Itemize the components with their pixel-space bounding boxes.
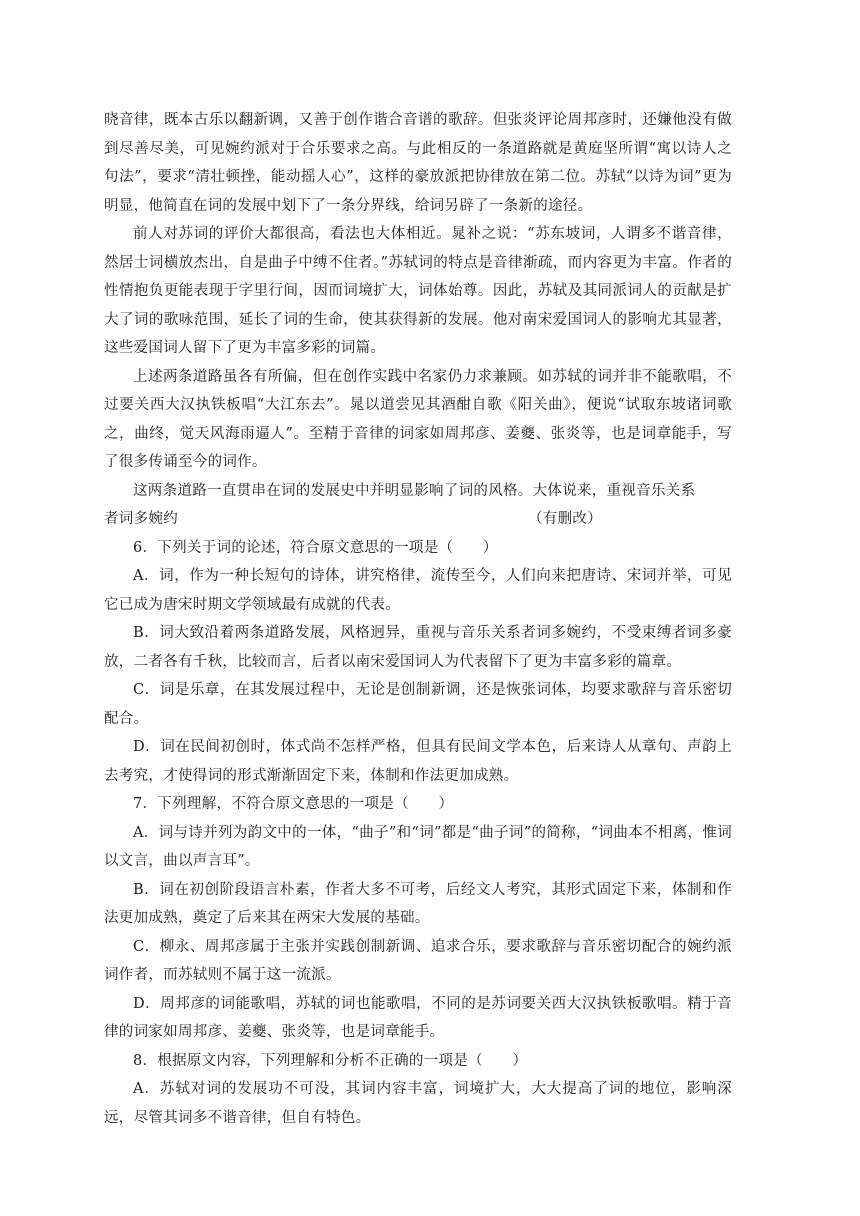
- question-7-option-a: A．词与诗并列为韵文中的一体，“曲子”和“词”都是“曲子词”的简称，“词曲本不相离，惟词以文言，曲以声言耳”。: [104, 824, 732, 869]
- passage-paragraph-2: 前人对苏词的评价大都很高，看法也大体相近。晁补之说：“苏东坡词，人谓多不谐音律，然居士词横放杰出，自是曲子中缚不住者。”苏轼词的特点是音律渐疏，而内容更为丰富。作者的性情抱负更能表现于字里行间，因而词境扩大，词体始尊。因此，苏轼及其同派词人的贡献是扩大了词的歌咏范围，延长了词的生命，使其获得新的发展。他对南宋爱国词人的影响尤其显著，这些爱国词人留下了更为丰富多彩的词篇。: [104, 226, 732, 356]
- passage-paragraph-1: 晓音律，既本古乐以翻新调，又善于创作谐合音谱的歌辞。但张炎评论周邦彦时，还嫌他没有做到尽善尽美，可见婉约派对于合乐要求之高。与此相反的一条道路就是黄庭坚所谓“寓以诗人之句法”，要求“清壮顿挫，能动摇人心”，这样的豪放派把协律放在第二位。苏轼“以诗为词”更为明显，他简直在词的发展中划下了一条分界线，给词另辟了一条新的途径。: [104, 112, 732, 214]
- question-7-option-c: C．柳永、周邦彦属于主张并实践创制新调、追求合乐，要求歌辞与音乐密切配合的婉约派词作者，而苏轼则不属于这一流派。: [104, 938, 732, 983]
- document-body: [104, 106, 732, 1132]
- question-7-option-b: B．词在初创阶段语言朴素，作者大多不可考，后经文人考究，其形式固定下来，体制和作法更加成熟，奠定了后来其在两宋大发展的基础。: [104, 881, 732, 926]
- question-6-option-b: B．词大致沿着两条道路发展，风格迥异，重视与音乐关系者词多婉约，不受束缚者词多豪放，二者各有千秋，比较而言，后者以南宋爱国词人为代表留下了更为丰富多彩的篇章。: [104, 625, 732, 670]
- passage-paragraph-4-tail: 者词多婉约: [104, 511, 178, 527]
- question-8-option-a: A．苏轼对词的发展功不可没，其词内容丰富，词境扩大，大大提高了词的地位，影响深远，尽管其词多不谐音律，但自有特色。: [104, 1081, 732, 1126]
- passage-paragraph-4-end: [104, 505, 732, 534]
- question-8-stem: 8．根据原文内容，下列理解和分析不正确的一项是（ ）: [133, 1052, 528, 1069]
- question-6-option-c: C．词是乐章，在其发展过程中，无论是创制新调，还是恢张词体，均要求歌辞与音乐密切配合。: [104, 682, 732, 727]
- source-note: （有删改）: [528, 511, 602, 527]
- question-6-stem: 6．下列关于词的论述，符合原文意思的一项是（ ）: [133, 539, 498, 556]
- question-6-option-a: A．词，作为一种长短句的诗体，讲究格律，流传至今，人们向来把唐诗、宋词并举，可见它已成为唐宋时期文学领域最有成就的代表。: [104, 568, 732, 613]
- question-7-stem: 7．下列理解，不符合原文意思的一项是（ ）: [133, 796, 454, 812]
- passage-paragraph-4: 这两条道路一直贯串在词的发展史中并明显影响了词的风格。大体说来，重视音乐关系: [133, 482, 696, 499]
- question-6-option-d: D．词在民间初创时，体式尚不怎样严格，但具有民间文学本色，后来诗人从章句、声韵上去考究，才使得词的形式渐渐固定下来，体制和作法更加成熟。: [104, 739, 732, 784]
- passage-paragraph-3: 上述两条道路虽各有所偏，但在创作实践中名家仍力求兼顾。如苏轼的词并非不能歌唱，不过要关西大汉执铁板唱“大江东去”。晁以道尝见其酒酣自歌《阳关曲》，便说“试取东坡诸词歌之，曲终，觉天风海雨逼人”。至精于音律的词家如周邦彦、姜夔、张炎等，也是词章能手，写了很多传诵至今的词作。: [104, 368, 732, 470]
- question-7-option-d: D．周邦彦的词能歌唱，苏轼的词也能歌唱，不同的是苏词要关西大汉执铁板歌唱。精于音律的词家如周邦彦、姜夔、张炎等，也是词章能手。: [104, 995, 732, 1040]
